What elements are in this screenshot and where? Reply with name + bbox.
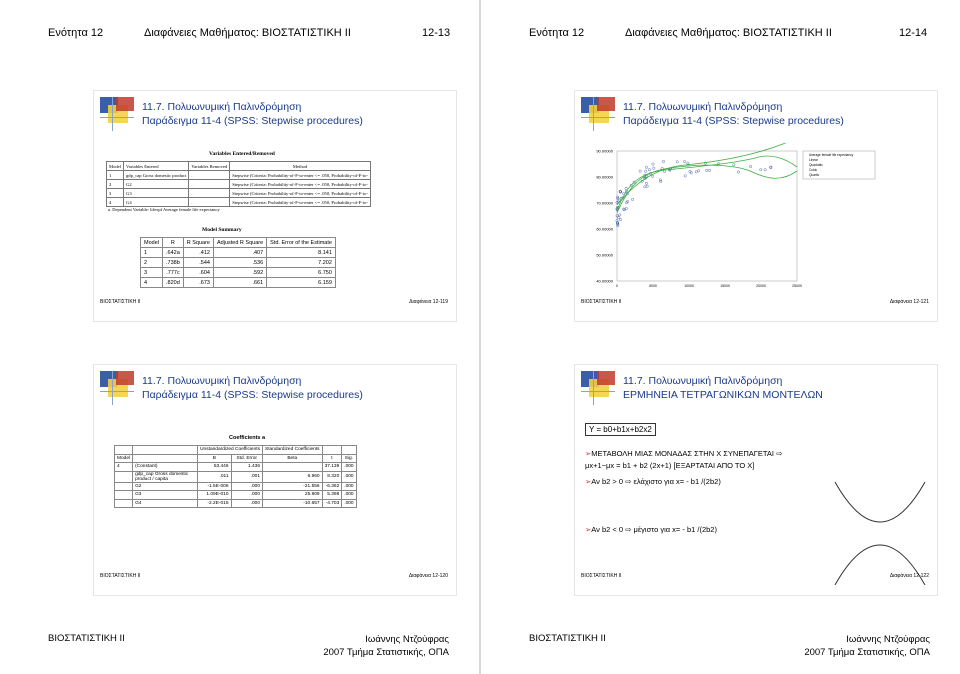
scatter-point xyxy=(659,179,661,181)
y-ticks xyxy=(596,149,613,284)
scatter-point xyxy=(749,165,751,167)
cell: .412 xyxy=(183,248,213,258)
x-ticks xyxy=(616,284,802,288)
cell: 1 xyxy=(141,248,163,258)
model-summary-table xyxy=(140,237,336,288)
cell: 25.909 xyxy=(263,491,323,500)
col-header: Method xyxy=(230,162,371,171)
footer-dept: 2007 Τμήμα Στατιστικής, ΟΠΑ xyxy=(804,647,930,658)
col-group: Standardized Coefficients xyxy=(263,446,323,455)
slide-subtitle: Παράδειγμα 11-4 (SPSS: Stepwise procedures) xyxy=(142,115,363,127)
footer-author-block xyxy=(804,633,930,659)
blank-header xyxy=(115,446,133,455)
table-footnote: a. Dependent Variable: lifexpf Average female life expectancy xyxy=(108,207,220,212)
fit-line-cubic xyxy=(617,165,797,213)
cell: 3 xyxy=(141,268,163,278)
right-page xyxy=(481,0,960,674)
cell: .000 xyxy=(231,491,262,500)
cell: .544 xyxy=(183,258,213,268)
cell: . xyxy=(189,180,230,189)
y-tick-label: 50.00000 xyxy=(596,252,613,258)
slide-title: 11.7. Πολυωνυμική Παλινδρόμηση xyxy=(142,101,302,113)
cell: -4.703 xyxy=(322,499,342,508)
blank-header xyxy=(322,446,342,455)
bullet-maximum: ➢Αν b2 < 0 ⇨ μέγιστο για x= - b1 /(2b2) xyxy=(585,525,717,534)
cell: .536 xyxy=(214,258,267,268)
col-header: Model xyxy=(115,454,133,463)
footer-dept: 2007 Τμήμα Στατιστικής, ΟΠΑ xyxy=(323,647,449,658)
cell: .000 xyxy=(342,482,356,491)
table-row xyxy=(107,198,371,207)
scatter-point xyxy=(645,166,647,168)
cell: .592 xyxy=(214,268,267,278)
scatter-point xyxy=(660,180,662,182)
page-number: 12-14 xyxy=(899,27,928,39)
slide-footer-left: ΒΙΟΣΤΑΤΙΣΤΙΚΗ ΙΙ xyxy=(100,573,141,579)
col-header: Std. Error xyxy=(231,454,262,463)
y-tick-label: 70.00000 xyxy=(596,200,613,206)
slide-subtitle: ΕΡΜΗΝΕΙΑ ΤΕΤΡΑΓΩΝΙΚΩΝ ΜΟΝΤΕΛΩΝ xyxy=(623,389,823,401)
cell: -1.5E-006 xyxy=(198,482,231,491)
scatter-point xyxy=(684,175,686,177)
slide-title: 11.7. Πολυωνυμική Παλινδρόμηση xyxy=(623,375,783,387)
table-row xyxy=(115,499,357,508)
slide-subtitle: Παράδειγμα 11-4 (SPSS: Stepwise procedures) xyxy=(623,115,844,127)
cell: .407 xyxy=(214,248,267,258)
footer-author-block xyxy=(323,633,449,659)
course-label: Διαφάνειες Μαθήματος: ΒΙΟΣΤΑΤΙΣΤΙΚΗ ΙΙ xyxy=(144,27,351,39)
slide-120 xyxy=(93,364,457,596)
cell: Stepwise (Criteria: Probability-of-F-to-enter <= .050, Probability-of-F-to- xyxy=(230,180,371,189)
slide-title: 11.7. Πολυωνυμική Παλινδρόμηση xyxy=(623,101,783,113)
col-header: Beta xyxy=(263,454,323,463)
footer-author: Ιωάννης Ντζούφρας xyxy=(846,634,930,645)
cell: G4 xyxy=(124,198,189,207)
cell: 3 xyxy=(107,189,124,198)
col-header: Model xyxy=(107,162,124,171)
slide-footer-left: ΒΙΟΣΤΑΤΙΣΤΙΚΗ ΙΙ xyxy=(100,299,141,305)
bullet-text: Αν b2 < 0 ⇨ μέγιστο για x= - b1 /(2b2) xyxy=(591,525,717,534)
cell: Stepwise (Criteria: Probability-of-F-to-enter <= .050, Probability-of-F-to- xyxy=(230,171,371,180)
cell: 1.09E-010 xyxy=(198,491,231,500)
table-row xyxy=(115,491,357,500)
scatter-point xyxy=(625,207,627,209)
cell: 4 xyxy=(141,278,163,288)
slide-footer-right: Διαφάνεια 12-121 xyxy=(889,299,929,305)
legend-item: Average female life expectancy xyxy=(809,153,854,157)
col-header: R Square xyxy=(183,238,213,248)
scatter-point xyxy=(646,185,648,187)
bullet-text: μx+1−μx = b1 + b2 (2x+1) [ΕΞΑΡΤΑΤΑΙ ΑΠΟ ΤΟ Χ] xyxy=(585,461,755,470)
slide-footer-left: ΒΙΟΣΤΑΤΙΣΤΙΚΗ ΙΙ xyxy=(581,573,622,579)
slide-footer-left: ΒΙΟΣΤΑΤΙΣΤΙΚΗ ΙΙ xyxy=(581,299,622,305)
slide-logo xyxy=(581,97,615,131)
slide-logo xyxy=(100,371,134,405)
table-row xyxy=(107,180,371,189)
cell: . xyxy=(189,189,230,198)
col-header: R xyxy=(162,238,183,248)
slide-subtitle: Παράδειγμα 11-4 (SPSS: Stepwise procedures) xyxy=(142,389,363,401)
legend-item: Cubic xyxy=(809,168,818,172)
cell: 4 xyxy=(115,463,133,472)
scatter-point xyxy=(764,169,766,171)
scatter-point xyxy=(708,169,710,171)
x-tick-label: 15000 xyxy=(720,284,730,288)
unit-label: Ενότητα 12 xyxy=(529,27,585,39)
table-row xyxy=(107,171,371,180)
model-equation: Y = b0+b1x+b2x2 xyxy=(589,425,652,434)
cell: G2 xyxy=(124,180,189,189)
cell: 6.750 xyxy=(267,268,336,278)
slide-121 xyxy=(574,90,938,322)
slide-footer-right: Διαφάνεια 12-122 xyxy=(889,573,929,579)
col-header: t xyxy=(322,454,342,463)
scatter-point xyxy=(639,170,641,172)
blank-header xyxy=(342,446,356,455)
cell xyxy=(115,491,133,500)
cell: .642a xyxy=(162,248,183,258)
cell: 1 xyxy=(107,171,124,180)
scatter-point xyxy=(625,187,627,189)
table-title: Coefficients a xyxy=(229,435,266,441)
cell: G4 xyxy=(133,499,198,508)
table-row xyxy=(115,482,357,491)
table-title: Model Summary xyxy=(202,227,242,233)
cell: . xyxy=(189,171,230,180)
col-header: Std. Error of the Estimate xyxy=(267,238,336,248)
scatter-point xyxy=(653,167,655,169)
cell: .000 xyxy=(342,491,356,500)
cell: .673 xyxy=(183,278,213,288)
scatter-point xyxy=(651,175,653,177)
col-group: Unstandardized Coefficients xyxy=(198,446,263,455)
scatter-point xyxy=(645,182,647,184)
cell: .000 xyxy=(342,471,356,482)
cell: 8.320 xyxy=(322,471,342,482)
cell: .777c xyxy=(162,268,183,278)
slide-119 xyxy=(93,90,457,322)
cell: 37.139 xyxy=(322,463,342,472)
cell xyxy=(115,499,133,508)
x-tick-label: 20000 xyxy=(756,284,766,288)
cell: G2 xyxy=(133,482,198,491)
cell: G3 xyxy=(124,189,189,198)
scatter-point xyxy=(698,170,700,172)
table-row xyxy=(141,278,336,288)
cell: gdp_cap Gross domestic product / capita xyxy=(133,471,198,482)
blank-header xyxy=(133,446,198,455)
scatter-point xyxy=(623,208,625,210)
table-row xyxy=(141,258,336,268)
cell: 6.159 xyxy=(267,278,336,288)
cell: .000 xyxy=(342,499,356,508)
scatter-point xyxy=(760,169,762,171)
cell: 7.202 xyxy=(267,258,336,268)
y-tick-label: 60.00000 xyxy=(596,226,613,232)
plot-area xyxy=(617,151,797,281)
cell: 4 xyxy=(107,198,124,207)
cell: -10.657 xyxy=(263,499,323,508)
cell: 2 xyxy=(141,258,163,268)
table-row xyxy=(115,463,357,472)
slide-footer-right: Διαφάνεια 12-120 xyxy=(408,573,448,579)
cell: . xyxy=(189,198,230,207)
scatter-point xyxy=(652,163,654,165)
cell: .661 xyxy=(214,278,267,288)
cell: 2 xyxy=(107,180,124,189)
cell: .011 xyxy=(198,471,231,482)
slide-footer-right: Διαφάνεια 12-119 xyxy=(409,299,448,305)
x-tick-label: 0 xyxy=(616,284,618,288)
cell: 6.960 xyxy=(263,471,323,482)
scatter-point xyxy=(619,219,621,221)
course-label: Διαφάνειες Μαθήματος: ΒΙΟΣΤΑΤΙΣΤΙΚΗ ΙΙ xyxy=(625,27,832,39)
fit-line-linear xyxy=(617,143,797,205)
slide-title: 11.7. Πολυωνυμική Παλινδρόμηση xyxy=(142,375,302,387)
cell: .000 xyxy=(231,499,262,508)
scatter-point xyxy=(662,160,664,162)
y-tick-label: 90.00000 xyxy=(596,148,613,154)
x-tick-label: 25000 xyxy=(792,284,802,288)
bullet-text: Αν b2 > 0 ⇨ ελάχιστο για x= - b1 /(2b2) xyxy=(591,477,721,486)
table-row xyxy=(115,471,357,482)
slide-logo xyxy=(100,97,134,131)
cell: G3 xyxy=(133,491,198,500)
cell xyxy=(263,463,323,472)
cell: .000 xyxy=(342,463,356,472)
col-header: Variables Removed xyxy=(189,162,230,171)
table-row xyxy=(107,189,371,198)
col-header: Sig. xyxy=(342,454,356,463)
cell: Stepwise (Criteria: Probability-of-F-to-enter <= .050, Probability-of-F-to- xyxy=(230,198,371,207)
footer-subject: ΒΙΟΣΤΑΤΙΣΤΙΚΗ ΙΙ xyxy=(48,633,125,644)
col-header xyxy=(133,454,198,463)
scatter-point xyxy=(644,186,646,188)
cell: 5.398 xyxy=(322,491,342,500)
curve-fit-chart xyxy=(575,143,937,303)
bullet-minimum: ➢Αν b2 > 0 ⇨ ελάχιστο για x= - b1 /(2b2) xyxy=(585,477,721,486)
footer-subject: ΒΙΟΣΤΑΤΙΣΤΙΚΗ ΙΙ xyxy=(529,633,606,644)
legend-item: Linear xyxy=(809,158,818,162)
scatter-point xyxy=(645,170,647,172)
table-row xyxy=(141,268,336,278)
cell: 8.141 xyxy=(267,248,336,258)
x-tick-label: 5000 xyxy=(649,284,657,288)
cell: gdp_cap Gross domestic product xyxy=(124,171,189,180)
y-tick-label: 40.00000 xyxy=(596,278,613,284)
scatter-point xyxy=(695,171,697,173)
bullet-formula xyxy=(585,461,754,470)
scatter-point xyxy=(631,198,633,200)
bullet-change: ➢ΜΕΤΑΒΟΛΗ ΜΙΑΣ ΜΟΝΑΔΑΣ ΣΤΗΝ Χ ΣΥΝΕΠΑΓΕΤΑΙ ⇨ xyxy=(585,449,783,458)
cell: .001 xyxy=(231,471,262,482)
scatter-point xyxy=(705,169,707,171)
scatter-point xyxy=(619,214,621,216)
x-tick-label: 10000 xyxy=(684,284,694,288)
cell: 1.436 xyxy=(231,463,262,472)
col-header: B xyxy=(198,454,231,463)
cell: -2.2E-015 xyxy=(198,499,231,508)
table-title: Variables Entered/Removed xyxy=(209,151,275,157)
model-equation-box xyxy=(585,423,656,436)
unit-label: Ενότητα 12 xyxy=(48,27,104,39)
cell: -21.556 xyxy=(263,482,323,491)
cell: .000 xyxy=(231,482,262,491)
footer-author: Ιωάννης Ντζούφρας xyxy=(365,634,449,645)
cell: .604 xyxy=(183,268,213,278)
cell xyxy=(115,482,133,491)
scatter-point xyxy=(683,160,685,162)
col-header: Model xyxy=(141,238,163,248)
legend-item: Quartic xyxy=(809,173,820,177)
slide-122 xyxy=(574,364,938,596)
cell: .738b xyxy=(162,258,183,268)
scatter-point xyxy=(648,169,650,171)
scatter-point xyxy=(733,164,735,166)
cell: Stepwise (Criteria: Probability-of-F-to-enter <= .050, Probability-of-F-to- xyxy=(230,189,371,198)
col-header: Variables Entered xyxy=(124,162,189,171)
col-header: Adjusted R Square xyxy=(214,238,267,248)
legend-item: Quadratic xyxy=(809,163,823,167)
cell xyxy=(115,471,133,482)
slide-logo xyxy=(581,371,615,405)
table-row xyxy=(141,248,336,258)
scatter-point xyxy=(737,171,739,173)
fit-line-quartic xyxy=(617,156,797,211)
bullet-text: ΜΕΤΑΒΟΛΗ ΜΙΑΣ ΜΟΝΑΔΑΣ ΣΤΗΝ Χ ΣΥΝΕΠΑΓΕΤΑΙ ⇨ xyxy=(591,449,783,458)
cell: -6.362 xyxy=(322,482,342,491)
variables-table xyxy=(106,161,371,207)
scatter-point xyxy=(676,161,678,163)
cell: .820d xyxy=(162,278,183,288)
cell: 53.446 xyxy=(198,463,231,472)
coefficients-table xyxy=(114,445,357,508)
page-number: 12-13 xyxy=(422,27,451,39)
cell: (Constant) xyxy=(133,463,198,472)
y-tick-label: 80.00000 xyxy=(596,174,613,180)
left-page xyxy=(0,0,479,674)
